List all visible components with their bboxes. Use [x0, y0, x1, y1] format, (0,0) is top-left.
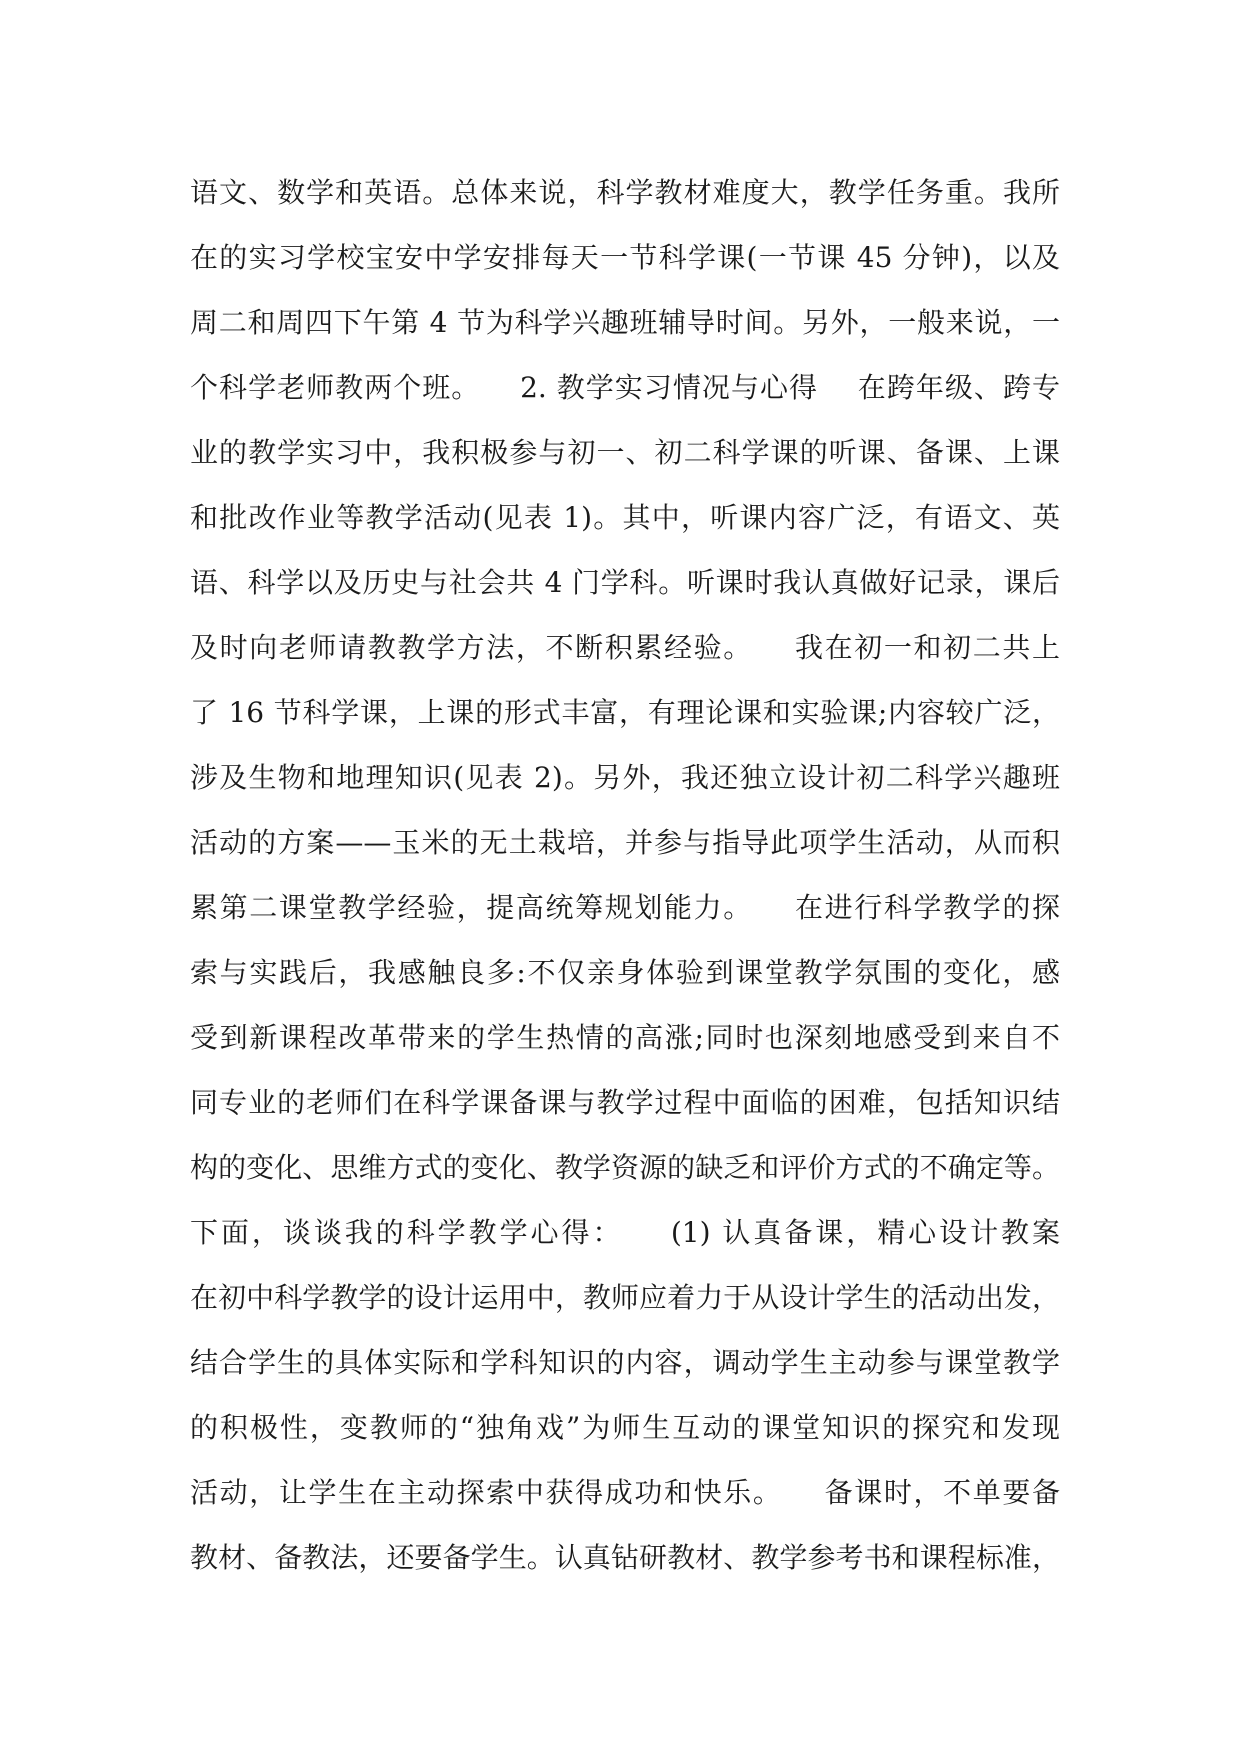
body-text [190, 160, 1060, 1590]
text-line: 结合学生的具体实际和学科知识的内容，调动学生主动参与课堂教学 [190, 1346, 1060, 1379]
text-line: 教材、备教法，还要备学生。认真钻研教材、教学参考书和课程标准， [190, 1541, 1060, 1574]
text-line: 语文、数学和英语。总体来说，科学教材难度大，教学任务重。我所 [190, 176, 1060, 209]
text-line: 同专业的老师们在科学课备课与教学过程中面临的困难，包括知识结 [190, 1086, 1060, 1119]
text-line: 构的变化、思维方式的变化、教学资源的缺乏和评价方式的不确定等。 [190, 1151, 1060, 1184]
text-line: 活动，让学生在主动探索中获得成功和快乐。 备课时，不单要备 [190, 1476, 1060, 1509]
text-line: 语、科学以及历史与社会共 4 门学科。听课时我认真做好记录，课后 [190, 566, 1060, 599]
text-line: 和批改作业等教学活动(见表 1)。其中，听课内容广泛，有语文、英 [190, 501, 1060, 534]
text-line: 下面，谈谈我的科学教学心得： (1) 认真备课，精心设计教案 [190, 1216, 1060, 1249]
text-line: 周二和周四下午第 4 节为科学兴趣班辅导时间。另外，一般来说，一 [190, 306, 1060, 339]
text-line: 在的实习学校宝安中学安排每天一节科学课(一节课 45 分钟)，以及 [190, 241, 1060, 274]
text-line: 活动的方案——玉米的无土栽培，并参与指导此项学生活动，从而积 [190, 826, 1060, 859]
text-line: 在初中科学教学的设计运用中，教师应着力于从设计学生的活动出发， [190, 1281, 1060, 1314]
text-line: 累第二课堂教学经验，提高统筹规划能力。 在进行科学教学的探 [190, 891, 1060, 924]
text-line: 索与实践后，我感触良多:不仅亲身体验到课堂教学氛围的变化，感 [190, 956, 1060, 989]
text-line: 了 16 节科学课，上课的形式丰富，有理论课和实验课;内容较广泛， [190, 696, 1060, 729]
text-line: 的积极性，变教师的“独角戏”为师生互动的课堂知识的探究和发现 [190, 1411, 1060, 1444]
text-line: 受到新课程改革带来的学生热情的高涨;同时也深刻地感受到来自不 [190, 1021, 1060, 1054]
text-line: 个科学老师教两个班。 2. 教学实习情况与心得 在跨年级、跨专 [190, 371, 1060, 404]
text-line: 业的教学实习中，我积极参与初一、初二科学课的听课、备课、上课 [190, 436, 1060, 469]
text-line: 及时向老师请教教学方法，不断积累经验。 我在初一和初二共上 [190, 631, 1060, 664]
text-line: 涉及生物和地理知识(见表 2)。另外，我还独立设计初二科学兴趣班 [190, 761, 1060, 794]
